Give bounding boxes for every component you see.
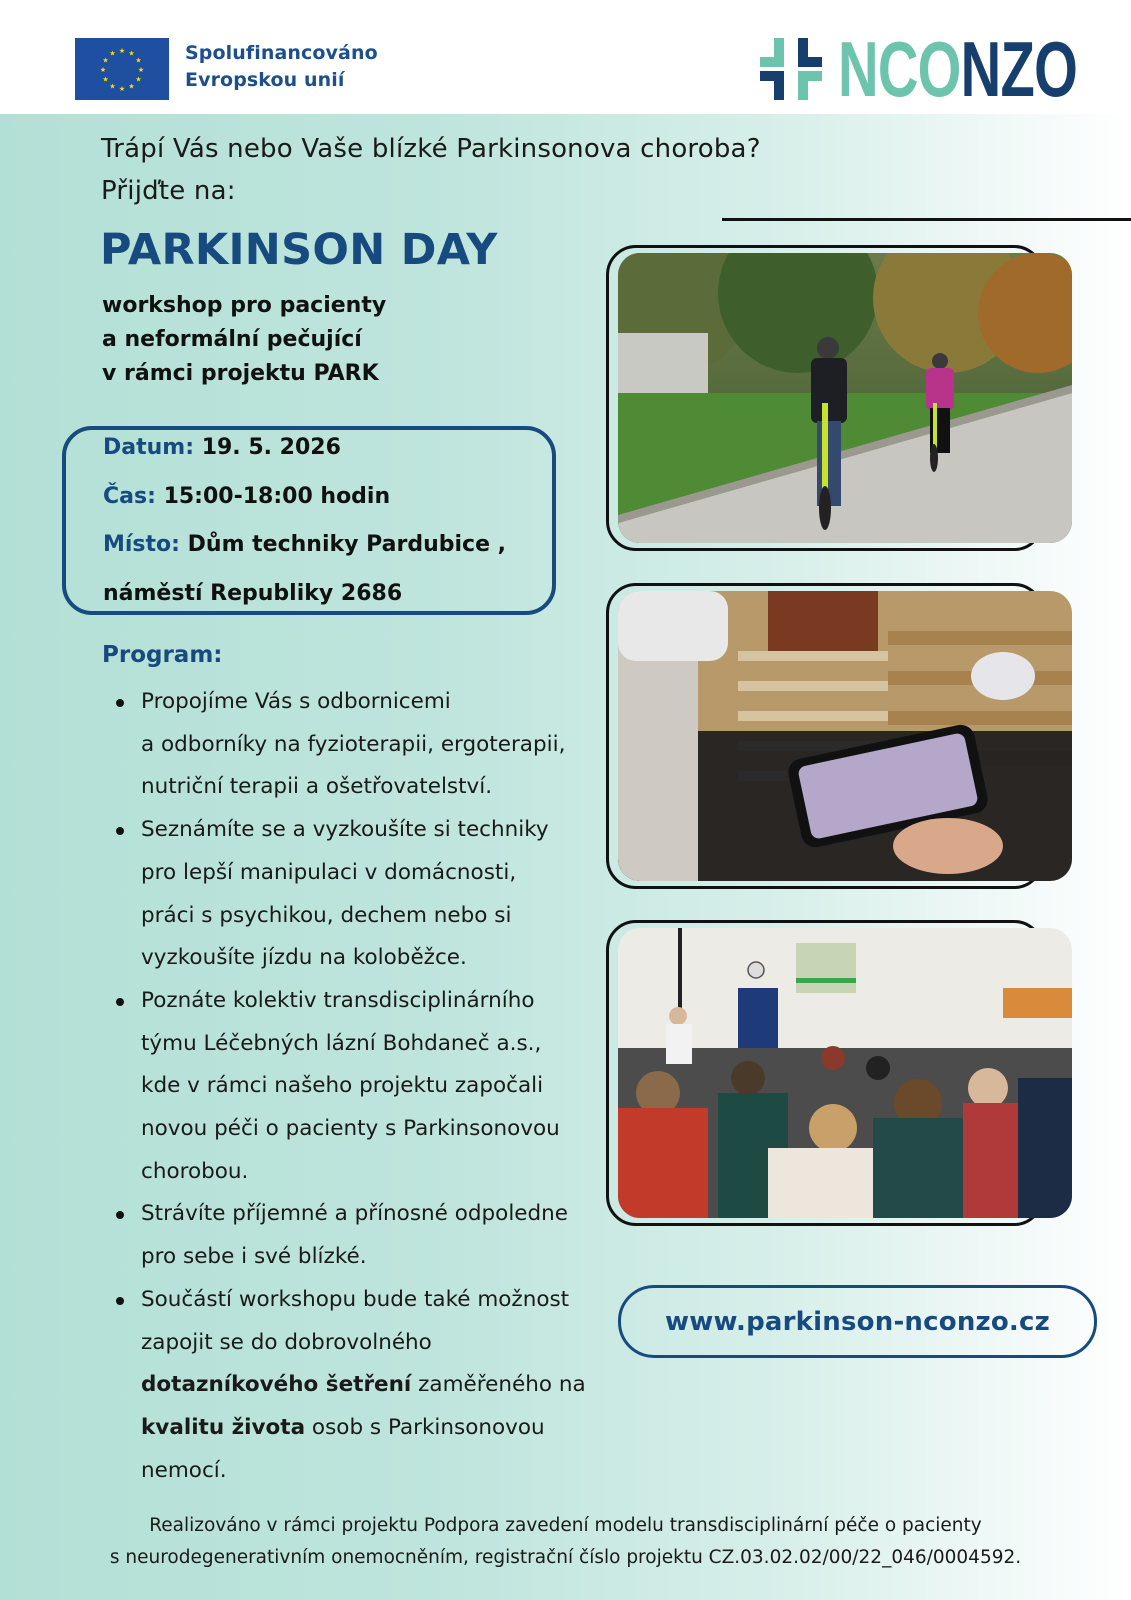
program-item-line: práci s psychikou, dechem nebo si xyxy=(141,902,512,928)
footer-line2: s neurodegenerativním onemocněním, registrační číslo projektu CZ.03.02.02/00/22_046/0004592. xyxy=(109,1547,1022,1568)
svg-text:★: ★ xyxy=(118,85,126,93)
website-link[interactable] xyxy=(618,1285,1097,1358)
program-item-line: zapojit se do dobrovolného xyxy=(141,1329,432,1355)
place-row xyxy=(103,521,506,570)
program-item-line: Seznámíte se a vyzkoušíte si techniky xyxy=(141,817,549,843)
date-value: 19. 5. 2026 xyxy=(201,435,341,460)
eu-flag-icon xyxy=(75,38,169,100)
program-item xyxy=(112,681,612,809)
program-item xyxy=(112,980,612,1194)
place-value: Dům techniky Pardubice , xyxy=(187,532,507,557)
website-url[interactable]: www.parkinson-nconzo.cz xyxy=(665,1306,1050,1337)
eu-label-line2: Evropskou unií xyxy=(185,69,345,91)
subtitle-line: a neformální pečující xyxy=(102,327,362,352)
nconzo-logo xyxy=(760,25,1131,113)
place-label: Místo: xyxy=(103,532,180,557)
program-item-line: novou péči o pacienty s Parkinsonovou xyxy=(141,1116,560,1142)
program-item-line: a odborníky na fyzioterapii, ergoterapii, xyxy=(141,731,566,757)
program-item xyxy=(112,1279,612,1493)
svg-text:★: ★ xyxy=(137,66,145,74)
scooter-photo-frame xyxy=(606,245,1072,555)
divider-line xyxy=(722,218,1131,221)
nconzo-cross-icon xyxy=(760,38,822,100)
svg-text:★: ★ xyxy=(102,75,109,84)
program-item-line: týmu Léčebných lázní Bohdaneč a.s., xyxy=(141,1030,542,1056)
program-item-line: vyzkoušíte jízdu na koloběžce. xyxy=(141,945,467,971)
program-item-line: Poznáte kolektiv transdisciplinárního xyxy=(141,987,535,1013)
date-row xyxy=(103,424,506,473)
subtitle-line: workshop pro pacienty xyxy=(102,293,387,318)
svg-text:★: ★ xyxy=(128,82,135,91)
svg-text:★: ★ xyxy=(109,82,116,91)
program-list xyxy=(112,681,612,1492)
svg-text:★: ★ xyxy=(135,75,142,84)
funding-footer xyxy=(0,1510,1131,1574)
brand-name-part1: NCO xyxy=(838,25,961,113)
svg-text:★: ★ xyxy=(128,49,135,58)
program-item-line: kde v rámci našeho projektu započali xyxy=(141,1073,544,1099)
intro-text xyxy=(101,128,761,212)
intro-invite: Přijďte na: xyxy=(101,176,236,206)
program-item-line: pro sebe i své blízké. xyxy=(141,1244,367,1270)
place-value-line2: náměstí Republiky 2686 xyxy=(103,580,403,606)
audience-photo-frame xyxy=(606,920,1072,1230)
program-item-line: Propojíme Vás s odbornicemi xyxy=(141,689,451,714)
svg-text:★: ★ xyxy=(109,49,116,58)
brand-name-part2: NZO xyxy=(960,25,1078,113)
event-details xyxy=(103,424,506,618)
event-subtitle xyxy=(102,289,386,391)
subtitle-line: v rámci projektu PARK xyxy=(102,361,379,386)
footer-line1: Realizováno v rámci projektu Podpora zavedení modelu transdisciplinární péče o pacienty xyxy=(149,1515,982,1536)
intro-question: Trápí Vás nebo Vaše blízké Parkinsonova choroba? xyxy=(101,134,761,164)
svg-text:★: ★ xyxy=(118,47,126,55)
program-item xyxy=(112,809,612,980)
time-value: 15:00-18:00 hodin xyxy=(163,483,391,509)
emphasis-survey: dotazníkového šetření xyxy=(141,1372,412,1398)
date-label: Datum: xyxy=(103,435,195,460)
program-item-line: Strávíte příjemné a přínosné odpoledne xyxy=(141,1201,569,1227)
nconzo-wordmark xyxy=(838,25,1078,113)
time-label: Čas: xyxy=(103,483,156,509)
program-heading: Program: xyxy=(102,642,223,668)
svg-text:★: ★ xyxy=(102,56,109,65)
program-item xyxy=(112,1193,612,1278)
workshop-audience-photo xyxy=(618,928,1072,1218)
eu-cofinanced-label xyxy=(185,40,378,94)
header-bar xyxy=(0,0,1131,114)
program-item-line xyxy=(141,1407,612,1450)
vr-headset-photo xyxy=(618,591,1072,881)
program-item-line: nutriční terapii a ošetřovatelství. xyxy=(141,774,493,800)
time-row xyxy=(103,473,506,522)
emphasis-quality-of-life: kvalitu života xyxy=(141,1414,306,1440)
vr-photo-frame xyxy=(606,583,1072,893)
scooter-riding-photo xyxy=(618,253,1072,543)
eu-label-line1: Spolufinancováno xyxy=(185,42,378,64)
svg-text:★: ★ xyxy=(99,66,107,74)
program-item-line: chorobou. xyxy=(141,1158,249,1184)
program-item-text: osob s Parkinsonovou xyxy=(305,1414,545,1440)
program-item-line xyxy=(141,1364,612,1407)
program-item-line: nemocí. xyxy=(141,1457,227,1483)
svg-text:★: ★ xyxy=(135,56,142,65)
event-title: PARKINSON DAY xyxy=(100,225,498,275)
program-item-line: pro lepší manipulaci v domácnosti, xyxy=(141,859,517,885)
program-item-line: Součástí workshopu bude také možnost xyxy=(141,1286,570,1312)
program-item-text: zaměřeného na xyxy=(411,1372,586,1398)
